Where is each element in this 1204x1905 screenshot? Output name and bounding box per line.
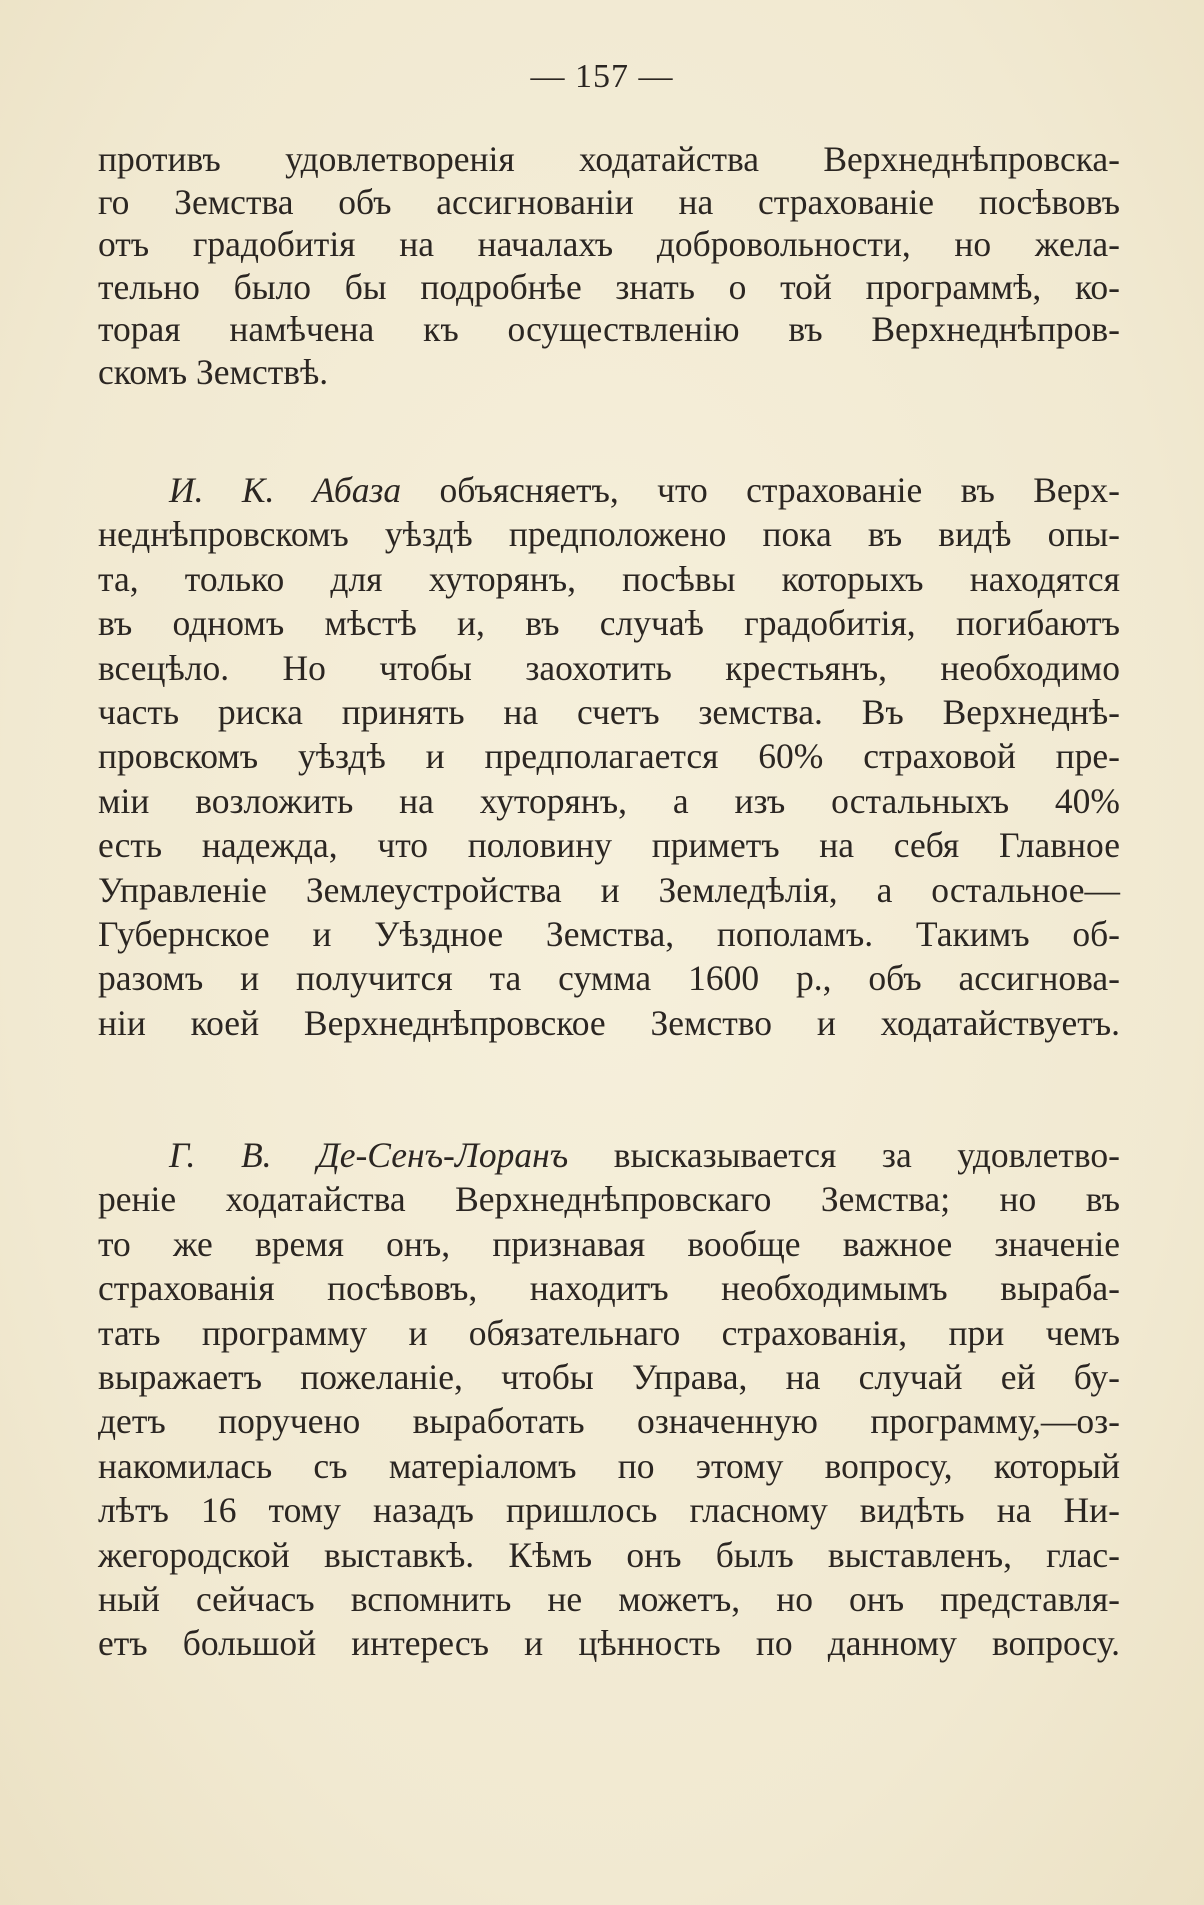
text-line: отъ градобитія на началахъ добровольности, но жела- <box>98 224 1120 265</box>
text-line: міи возложить на хуторянъ, а изъ остальныхъ 40% <box>98 780 1120 821</box>
text-line: выражаетъ пожеланіе, чтобы Управа, на случай ей бу- <box>98 1356 1120 1397</box>
first-line-text: высказывается за удовлетво- <box>568 1135 1120 1175</box>
text-line: та, только для хуторянъ, посѣвы которыхъ находятся <box>98 558 1120 599</box>
text-line: жегородской выставкѣ. Кѣмъ онъ былъ выставленъ, глас- <box>98 1534 1120 1575</box>
text-line: торая намѣчена къ осуществленію въ Верхнеднѣпров- <box>98 309 1120 350</box>
text-line: разомъ и получится та сумма 1600 р., объ ассигнова- <box>98 958 1120 999</box>
text-line: Губернское и Уѣздное Земства, пополамъ. Такимъ об- <box>98 913 1120 954</box>
text-line: детъ поручено выработать означенную программу,—оз- <box>98 1401 1120 1442</box>
paragraph-1 <box>98 138 1120 394</box>
speaker-name: Г. В. Де-Сенъ-Лоранъ <box>169 1135 569 1175</box>
paragraph-2 <box>98 468 1120 1045</box>
text-line: ный сейчасъ вспомнить не можетъ, но онъ представля- <box>98 1578 1120 1619</box>
text-line: накомилась съ матеріаломъ по этому вопросу, который <box>98 1445 1120 1486</box>
text-line: скомъ Земствѣ. <box>98 351 329 392</box>
speaker-name: И. К. Абаза <box>169 470 402 510</box>
text-line-first <box>98 468 1120 512</box>
text-line: часть риска принять на счетъ земства. Въ Верхнеднѣ- <box>98 691 1120 732</box>
text-line: въ одномъ мѣстѣ и, въ случаѣ градобитія, погибаютъ <box>98 603 1120 644</box>
text-line: противъ удовлетворенія ходатайства Верхнеднѣпровска- <box>98 139 1120 179</box>
text-line: Управленіе Землеустройства и Земледѣлія, а остальное— <box>98 869 1120 910</box>
text-line: тельно было бы подробнѣе знать о той программѣ, ко- <box>98 266 1120 307</box>
text-line: лѣтъ 16 тому назадъ пришлось гласному видѣть на Ни- <box>98 1490 1120 1531</box>
text-line: тать программу и обязательнаго страхованія, при чемъ <box>98 1312 1120 1353</box>
text-line: всецѣло. Но чтобы заохотить крестьянъ, необходимо <box>98 647 1120 688</box>
text-line: есть надежда, что половину приметъ на себя Главное <box>98 825 1120 866</box>
text-line: провскомъ уѣздѣ и предполагается 60% страховой пре- <box>98 736 1120 777</box>
text-line: страхованія посѣвовъ, находитъ необходимымъ выраба- <box>98 1268 1120 1309</box>
paragraph-3 <box>98 1133 1120 1666</box>
text-line: ніи коей Верхнеднѣпровское Земство и ходатайствуетъ. <box>98 1002 1120 1043</box>
page-number: — 157 — <box>530 58 674 95</box>
text-line: неднѣпровскомъ уѣздѣ предположено пока въ видѣ опы- <box>98 514 1120 555</box>
text-line: го Земства объ ассигнованіи на страхованіе посѣвовъ <box>98 181 1120 222</box>
text-line: етъ большой интересъ и цѣнность по данному вопросу. <box>98 1623 1120 1664</box>
text-line-first <box>98 1133 1120 1177</box>
text-line: то же время онъ, признавая вообще важное значеніе <box>98 1223 1120 1264</box>
first-line-text: объясняетъ, что страхованіе въ Верх- <box>401 470 1121 510</box>
text-line: реніе ходатайства Верхнеднѣпровскаго Земства; но въ <box>98 1179 1120 1220</box>
